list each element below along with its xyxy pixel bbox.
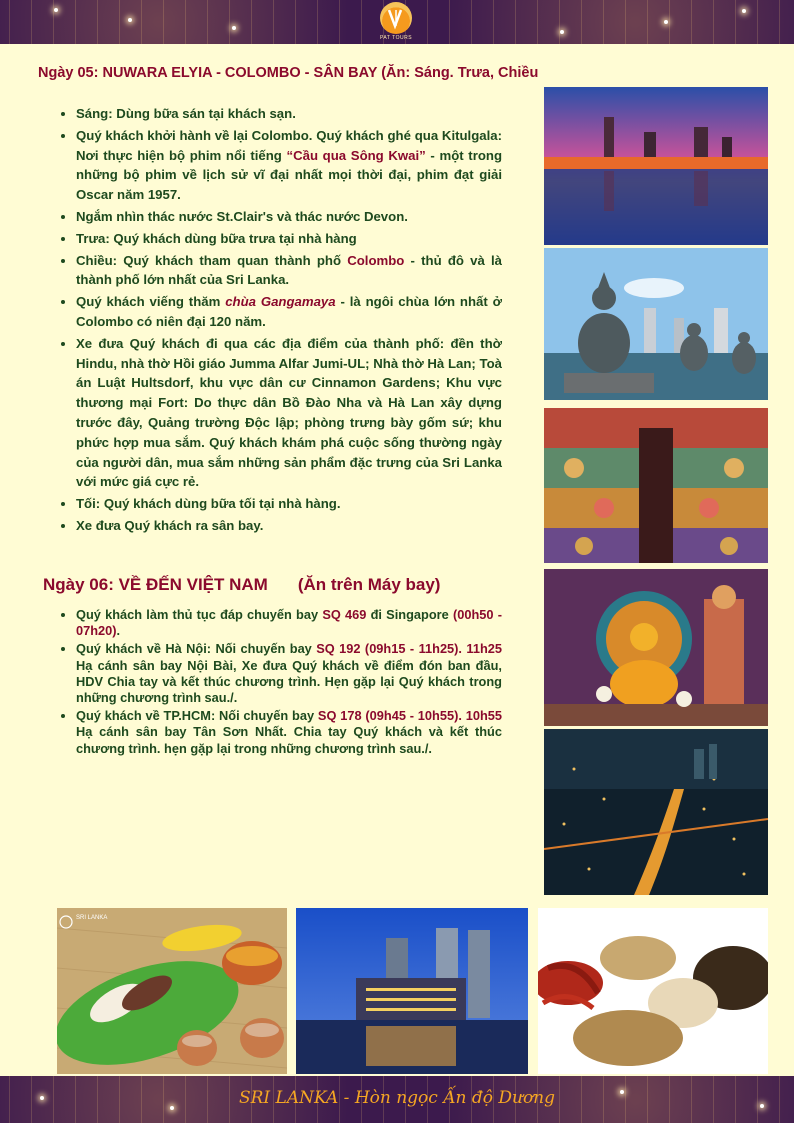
highlight-text: SQ 469 (322, 607, 367, 622)
highlight-text: chùa Gangamaya (225, 294, 336, 310)
day5-item (76, 516, 502, 536)
day5-item (76, 292, 502, 332)
item-text: Hạ cánh sân bay Nội Bài, Xe đưa Quý khách về điểm đón ban đầu, HDV Chia tay và kết thúc chương trình. Hẹn gặp lại Quý khách trong những chương trình sau./. (76, 657, 502, 706)
item-text: Xe đưa Quý khách ra sân bay. (76, 517, 264, 533)
day5-item (76, 104, 502, 124)
day6-meal-note: (Ăn trên Máy bay) (297, 575, 441, 594)
day6-item (76, 607, 502, 639)
item-text: Chiều: Quý khách tham quan thành phố (76, 252, 348, 268)
day6-item (76, 708, 502, 757)
item-text: đi Singapore (366, 607, 453, 622)
day5-item (76, 126, 502, 205)
day5-title: Ngày 05: NUWARA ELYIA - COLOMBO - SÂN BAY (Ăn: Sáng. Trưa, Chiều (38, 65, 539, 81)
item-text: Quý khách làm thủ tục đáp chuyến bay (76, 607, 323, 622)
footer-title: SRI LANKA - Hòn ngọc Ấn độ Dương (238, 1088, 556, 1108)
sparkle-icon (128, 18, 132, 22)
item-text: Trưa: Quý khách dùng bữa trưa tại nhà hàng (76, 230, 357, 246)
logo-emblem-icon (380, 2, 412, 34)
sparkle-icon (664, 20, 668, 24)
photo-watermark: SRI LANKA (76, 915, 108, 921)
item-text: Xe đưa Quý khách đi qua các địa điểm của thành phố: đền thờ Hindu, nhà thờ Hồi giáo Jumma Alfar Jumi-UL; Nhà thờ Hà Lan; Toà án Luật Hultsdorf, khu vực dân cư Cinnamon Gardens; Khu vực thương mại Fort: Do thực dân Bồ Đào Nha và Hà Lan xây dựng trước đây, Quảng trường Độc lập; phòng trưng bày gốm sứ; khu phức hợp mua sắm. Quý khách khám phá cuộc sống thường ngày của người dân, mua sắm những sản phẩm đặc trưng của Sri Lanka với mức giá cực rẻ. (76, 335, 502, 490)
item-text: . (116, 623, 121, 639)
logo-text: PAT TOURS (379, 35, 413, 41)
highlight-text: (00h50 - 07h20) (76, 607, 502, 639)
highlight-text: “Cầu qua Sông Kwai” (286, 147, 426, 163)
day6-item (76, 641, 502, 706)
sparkle-icon (232, 26, 236, 30)
day5-item (76, 251, 502, 291)
spices-photo (538, 908, 768, 1074)
day5-item (76, 334, 502, 492)
item-text: Sáng: Dùng bữa sán tại khách sạn. (76, 106, 296, 121)
colombo-night-towers-photo (296, 908, 528, 1074)
item-text: Quý khách viếng thăm (76, 294, 226, 310)
day6-title (43, 575, 440, 595)
item-text: Ngắm nhìn thác nước St.Clair's và thác nước Devon. (76, 208, 408, 224)
item-text: - thủ đô và là thành phố lớn nhất của Sri Lanka. (76, 252, 503, 288)
brand-logo[interactable] (367, 2, 425, 42)
item-text: Hạ cánh sân bay Tân Sơn Nhất. Chia tay Quý khách và kết thúc chương trình. hẹn gặp lại trong những chương trình sau./. (76, 724, 502, 756)
city-night-aerial-photo (544, 729, 768, 895)
sparkle-icon (54, 8, 58, 12)
highlight-text: SQ 178 (09h45 - 10h55). 10h55 (317, 708, 503, 724)
day6-itinerary-list (60, 607, 502, 759)
day5-item (76, 229, 502, 249)
day5-item (76, 494, 502, 514)
item-text: - một trong những bộ phim về lịch sử vĩ đại nhất mọi thời đại, phim đạt giải Oscar năm 1957. (76, 147, 502, 203)
hindu-temple-photo (544, 408, 768, 563)
sri-lanka-food-photo (57, 908, 287, 1074)
colombo-skyline-photo (544, 87, 768, 245)
day6-title-text: Ngày 06: VỀ ĐẾN VIỆT NAM (43, 575, 268, 594)
sparkle-icon (560, 30, 564, 34)
item-text: Quý khách về TP.HCM: Nối chuyến bay (76, 708, 318, 724)
item-text: Tối: Quý khách dùng bữa tối tại nhà hàng. (76, 496, 341, 512)
buddha-statues-photo (544, 248, 768, 400)
day5-itinerary-list (60, 104, 502, 538)
item-text: - là ngôi chùa lớn nhất ở Colombo có niên đại 120 năm. (76, 294, 502, 329)
highlight-text: SQ 192 (09h15 - 11h25). 11h25 (316, 641, 502, 657)
header-band (0, 0, 794, 44)
highlight-text: Colombo (347, 252, 405, 268)
item-text: Quý khách khởi hành về lại Colombo. Quý khách ghé qua Kitulgala: Nơi thực hiện bộ phim nổi tiếng (76, 127, 502, 163)
sparkle-icon (742, 9, 746, 13)
golden-buddha-photo (544, 569, 768, 726)
day5-item (76, 207, 502, 227)
item-text: Quý khách về Hà Nội: Nối chuyến bay (76, 641, 317, 657)
